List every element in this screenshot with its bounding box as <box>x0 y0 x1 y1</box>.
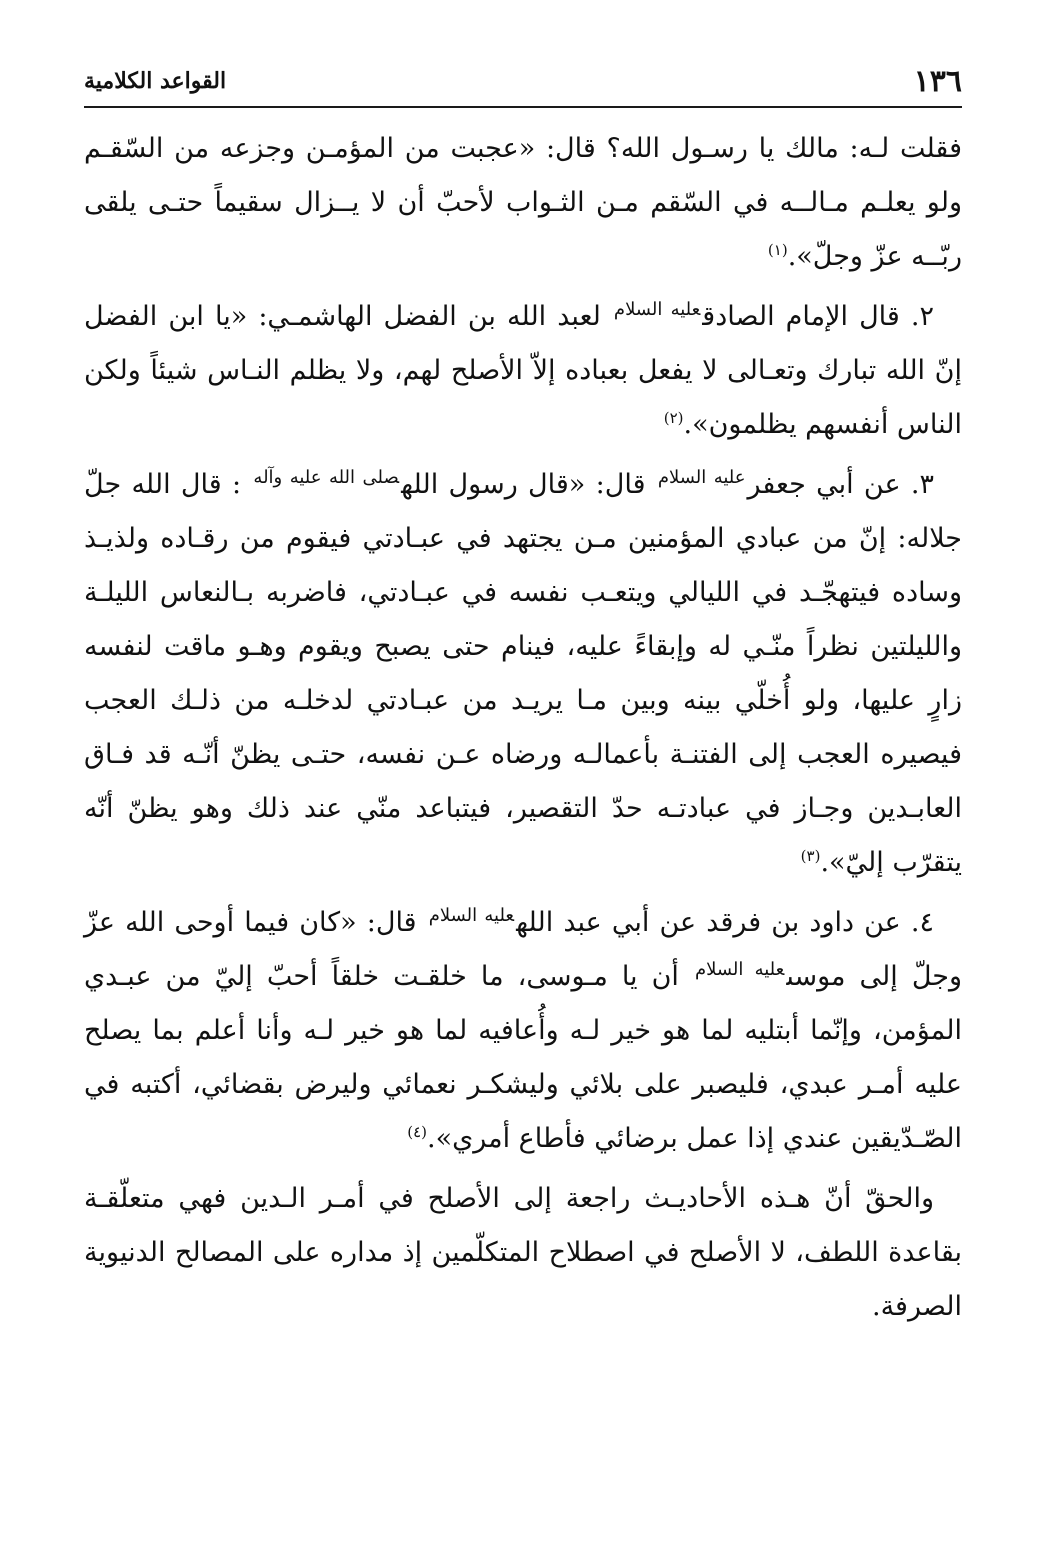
paragraph-3 <box>84 458 962 890</box>
running-title: القواعد الكلامية <box>84 68 227 94</box>
paragraph-5 <box>84 1172 962 1334</box>
paragraph-text: والحقّ أنّ هـذه الأحاديـث راجعة إلى الأصلح في أمـر الـدين فهي متعلّقـة بقاعدة اللطف، لا الأصلح في اصطلاح المتكلّمين إذ مداره على المصالح الدنيوية الصرفة. <box>84 1183 962 1322</box>
paragraph-text: قال: «كان فيما أوحى الله عزّ وجلّ إلى موسى <box>84 907 962 992</box>
paragraph-text: فقلت لـه: مالك يا رسـول الله؟ قال: «عجبت من المؤمـن وجزعه من السّقـم ولو يعلـم مـالــه في السّقم مـن الثـواب لأحبّ أن لا يــزال سقيماً حتـى يلقى ربّــه عزّ وجلّ». <box>84 133 962 272</box>
paragraph-text: ٤. عن داود بن فرقد عن أبي عبد الله <box>516 907 934 938</box>
paragraph-1 <box>84 122 962 284</box>
footnote-marker: (٣) <box>800 847 821 865</box>
honorific-mark: عليه السلام <box>428 905 515 926</box>
page-header <box>84 56 962 108</box>
paragraph-text: قال: «قال رسول الله <box>401 469 646 500</box>
paragraph-text: لعبد الله بن الفضل الهاشمـي: «يا ابن الفضل إنّ الله تبارك وتعـالى لا يفعل بعباده إلاّ الأصلح لهم، ولا يظلم النـاس شيئاً ولكن الناس أنفسهم يظلمون». <box>84 301 962 440</box>
footnote-marker: (٢) <box>663 409 684 427</box>
honorific-mark: عليه السلام <box>657 467 746 488</box>
paragraph-4 <box>84 896 962 1166</box>
honorific-mark: صلى الله عليه وآله <box>253 467 400 488</box>
paragraph-text: : قال الله جلّ جلاله: إنّ من عبادي المؤمنين مـن يجتهد في عبـادتي فيقوم من رقـاده ولذيـذ وساده فيتهجّـد في الليالي ويتعـب نفسه في عبـادتي، فاضربه بـالنعاس الليلـة والليلتين نظراً منّـي له وإبقاءً عليه، فينام حتى يصبح ويقوم وهـو ماقت لنفسه زارٍ عليها، ولو أُخلّي بينه وبين مـا يريـد من عبـادتي لدخلـه من ذلـك العجب فيصيره العجب إلى الفتنـة بأعمالـه ورضاه عـن نفسه، حتـى يظنّ أنّـه قد فـاق العابـدين وجـاز في عبادتـه حدّ التقصير، فيتباعد منّي عند ذلك وهو يظنّ أنّه يتقرّب إليّ». <box>84 469 962 878</box>
footnote-marker: (٤) <box>407 1123 427 1141</box>
paragraph-text: ٢. قال الإمام الصادق <box>702 301 934 332</box>
paragraph-text: أن يا مـوسى، ما خلقـت خلقاً أحبّ إليّ من عبـدي المؤمن، وإنّما أبتليه لما هو خير لـه وأُعافيه لما هو خير لـه وأنا أعلم بما يصلح عليه أمـر عبدي، فليصبر على بلائي وليشكـر نعمائي وليرض بقضائي، أكتبه في الصّـدّيقين عندي إذا عمل برضائي فأطاع أمري». <box>84 961 962 1154</box>
honorific-mark: عليه السلام <box>694 959 785 980</box>
honorific-mark: عليه السلام <box>613 299 701 320</box>
page-number: ١٣٦ <box>913 63 962 99</box>
body-text <box>84 122 962 1334</box>
paragraph-text: ٣. عن أبي جعفر <box>747 469 935 500</box>
paragraph-2 <box>84 290 962 452</box>
footnote-marker: (١) <box>767 241 788 259</box>
book-page <box>84 56 962 1340</box>
